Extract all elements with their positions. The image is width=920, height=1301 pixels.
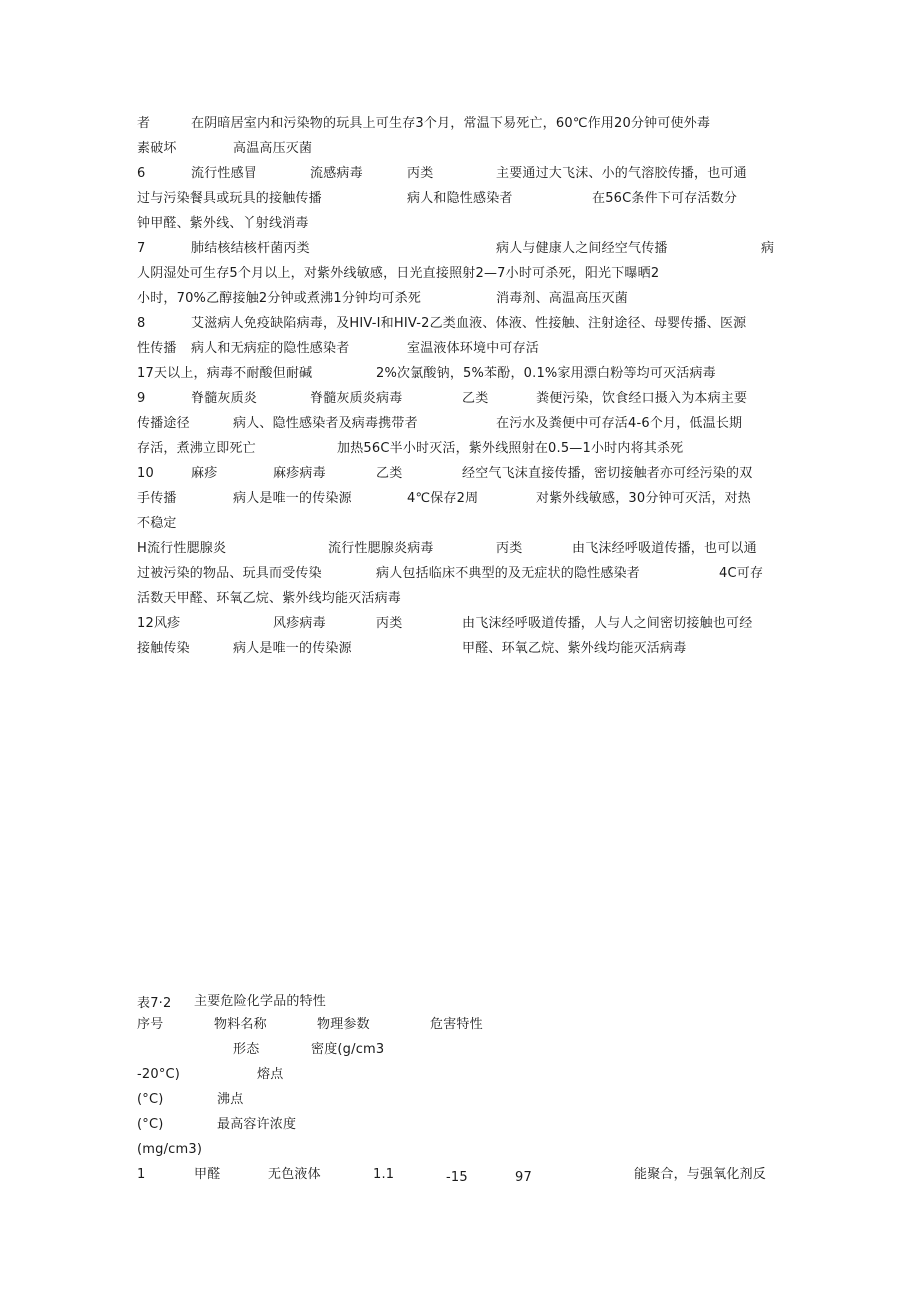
text-line-9a: 8	[137, 316, 146, 331]
text-line-15b: 麻疹	[191, 466, 218, 481]
text-line-14b: 加热56C半小时灭活，紫外线照射在0.5—1小时内将其杀死	[337, 441, 684, 456]
text-line-3b: 流行性感冒	[191, 166, 258, 181]
text-line-15e: 经空气飞沫直接传播，密切接触者亦可经污染的双	[462, 466, 753, 481]
text-line-18a: H流行性腮腺炎	[137, 541, 227, 556]
text-line-21c: 丙类	[376, 616, 403, 631]
text-line-4c: 在56C条件下可存活数分	[592, 191, 738, 206]
text-line-12e: 粪便污染，饮食经口摄入为本病主要	[536, 391, 748, 406]
text-line-11b: 2%次氯酸钠，5%苯酚，0.1%家用漂白粉等均可灭活病毒	[376, 366, 716, 381]
text-line-10a: 性传播	[137, 341, 177, 356]
cell-hazard: 能聚合，与强氧化剂反	[634, 1167, 767, 1182]
text-line-22a: 接触传染	[137, 641, 190, 656]
header-unit-1: (°C)	[137, 1092, 164, 1107]
text-line-15a: 10	[137, 466, 154, 481]
header-max-concentration: 最高容许浓度	[217, 1117, 297, 1132]
text-line-12d: 乙类	[462, 391, 489, 406]
text-line-3e: 主要通过大飞沫、小的气溶胶传播，也可通	[496, 166, 747, 181]
header-index: 序号	[137, 1017, 164, 1032]
header-physical-params: 物理参数	[317, 1017, 370, 1032]
text-line-6b: 肺结核结核杆菌丙类	[191, 241, 310, 256]
text-line-11a: 17天以上，病毒不耐酸但耐碱	[137, 366, 313, 381]
text-line-19b: 病人包括临床不典型的及无症状的隐性感染者	[376, 566, 641, 581]
text-line-18b: 流行性腮腺炎病毒	[328, 541, 434, 556]
header-hazard: 危害特性	[430, 1017, 483, 1032]
text-line-16a: 手传播	[137, 491, 177, 506]
text-line-22c: 甲醛、环氧乙烷、紫外线均能灭活病毒	[462, 641, 687, 656]
text-line-1a: 者	[137, 116, 151, 131]
text-line-6c: 病人与健康人之间经空气传播	[496, 241, 668, 256]
table-caption-title: 主要危险化学品的特性	[194, 994, 327, 1009]
text-line-19c: 4C可存	[719, 566, 764, 581]
cell-index: 1	[137, 1167, 146, 1182]
text-line-15c: 麻疹病毒	[273, 466, 326, 481]
text-line-20a: 活数天甲醛、环氧乙烷、紫外线均能灭活病毒	[137, 591, 402, 606]
text-line-3a: 6	[137, 166, 146, 181]
text-line-16c: 4℃保存2周	[407, 491, 479, 506]
text-line-4b: 病人和隐性感染者	[407, 191, 513, 206]
text-line-5a: 钟甲醛、紫外线、丫射线消毒	[137, 216, 309, 231]
text-line-8a: 小时，70%乙醇接触2分钟或煮沸1分钟均可杀死	[137, 291, 422, 306]
text-line-13a: 传播途径	[137, 416, 190, 431]
text-line-13b: 病人、隐性感染者及病毒携带者	[233, 416, 418, 431]
text-line-10b: 病人和无病症的隐性感染者	[191, 341, 350, 356]
header-material-name: 物料名称	[214, 1017, 267, 1032]
text-line-2b: 高温高压灭菌	[233, 141, 313, 156]
text-line-3d: 丙类	[407, 166, 434, 181]
header-boiling-point: 沸点	[217, 1092, 244, 1107]
cell-melting: -15	[446, 1170, 468, 1185]
header-density-cont: -20°C)	[137, 1067, 181, 1082]
text-line-16b: 病人是唯一的传染源	[233, 491, 352, 506]
table-caption-number: 表7·2	[137, 996, 172, 1011]
text-line-18d: 由飞沫经呼吸道传播，也可以通	[572, 541, 757, 556]
text-line-7a: 人阴湿处可生存5个月以上，对紫外线敏感，日光直接照射2—7小时可杀死，阳光下曝晒2	[137, 266, 660, 281]
text-line-19a: 过被污染的物品、玩具而受传染	[137, 566, 322, 581]
cell-form: 无色液体	[268, 1167, 321, 1182]
header-melting-point: 熔点	[257, 1067, 284, 1082]
text-line-21b: 风疹病毒	[273, 616, 326, 631]
text-line-2a: 素破坏	[137, 141, 177, 156]
text-line-12c: 脊髓灰质炎病毒	[310, 391, 403, 406]
text-line-15d: 乙类	[376, 466, 403, 481]
header-unit-2: (°C)	[137, 1117, 164, 1132]
text-line-9b: 艾滋病人免疫缺陷病毒，及HIV-I和HIV-2乙类血液、体液、性接触、注射途径、母婴传播、医源	[191, 316, 747, 331]
text-line-12a: 9	[137, 391, 146, 406]
text-line-21a: 12风疹	[137, 616, 181, 631]
text-line-14a: 存活，煮沸立即死亡	[137, 441, 256, 456]
text-line-18c: 丙类	[496, 541, 523, 556]
text-line-3c: 流感病毒	[310, 166, 363, 181]
text-line-17a: 不稳定	[137, 516, 177, 531]
cell-boiling: 97	[515, 1170, 532, 1185]
header-unit-3: (mg/cm3)	[137, 1142, 203, 1157]
text-line-10c: 室温液体环境中可存活	[407, 341, 540, 356]
header-density: 密度(g/cm3	[311, 1042, 385, 1057]
text-line-21d: 由飞沫经呼吸道传播，人与人之间密切接触也可经	[462, 616, 753, 631]
text-line-16d: 对紫外线敏感，30分钟可灭活，对热	[536, 491, 751, 506]
text-line-13c: 在污水及粪便中可存活4-6个月，低温长期	[496, 416, 743, 431]
cell-material: 甲醛	[194, 1167, 221, 1182]
text-line-22b: 病人是唯一的传染源	[233, 641, 352, 656]
text-line-4a: 过与污染餐具或玩具的接触传播	[137, 191, 322, 206]
text-line-1b: 在阴暗居室内和污染物的玩具上可生存3个月，常温下易死亡，60℃作用20分钟可使外毒	[191, 116, 711, 131]
text-line-6d: 病	[761, 241, 775, 256]
cell-density: 1.1	[373, 1167, 395, 1182]
text-line-8b: 消毒剂、高温高压灭菌	[496, 291, 629, 306]
text-line-6a: 7	[137, 241, 146, 256]
text-line-12b: 脊髓灰质炎	[191, 391, 258, 406]
header-form: 形态	[233, 1042, 260, 1057]
